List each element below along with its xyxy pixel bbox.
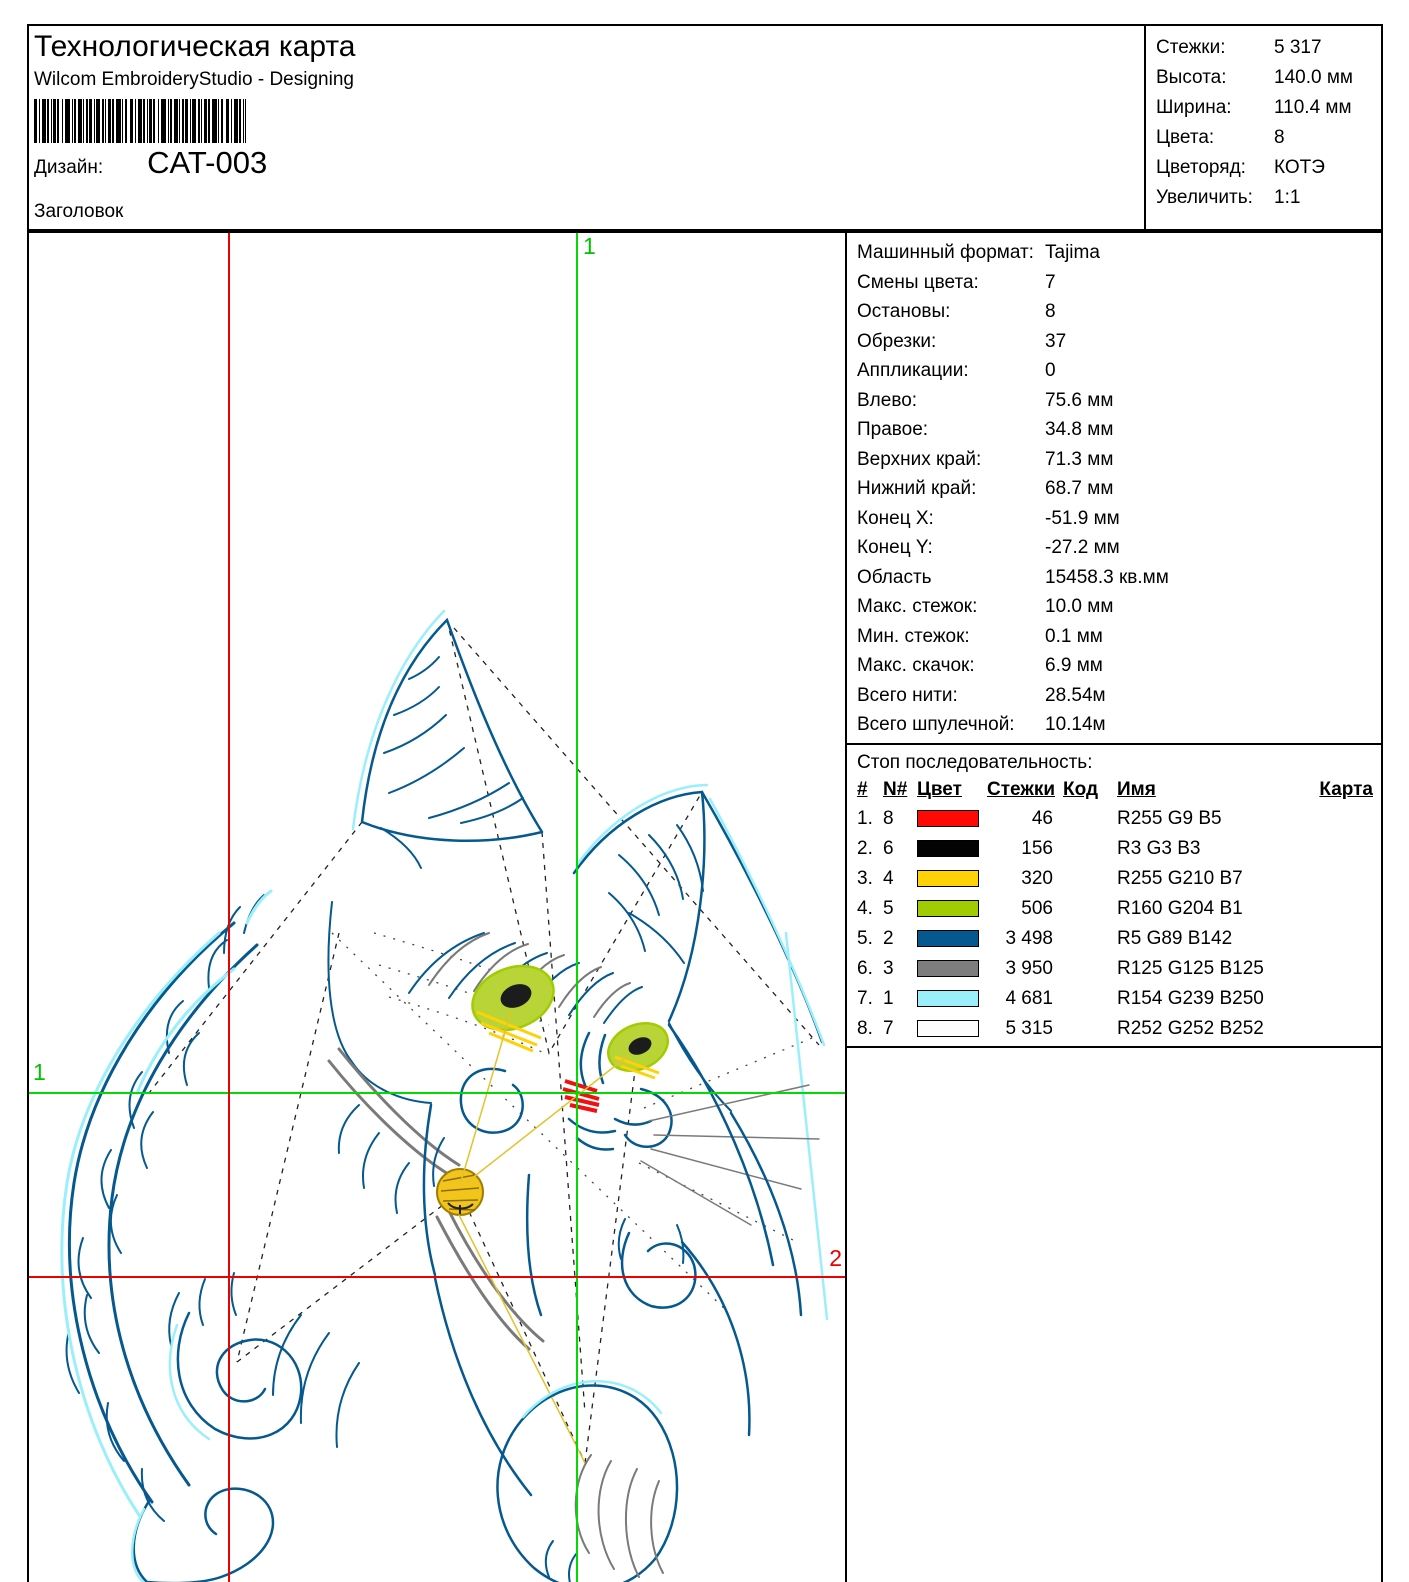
color-swatch [917, 960, 979, 977]
guide-green-horizontal [29, 1092, 847, 1094]
design-name: CAT-003 [147, 145, 268, 180]
stop-sequence-title: Стоп последовательность: [857, 752, 1093, 773]
machine-info-row: Макс. стежок: 10.0 мм [857, 596, 1114, 617]
machine-info-row: Мин. стежок: 0.1 мм [857, 625, 1103, 647]
machine-info-row: Конец X: -51.9 мм [857, 507, 1120, 529]
guide-green-vertical [576, 233, 578, 1582]
color-swatch [917, 900, 979, 917]
summary-row: Высота: 140.0 мм [1156, 67, 1353, 88]
color-swatch [917, 930, 979, 947]
machine-info-row: Всего шпулечной: 10.14м [857, 714, 1106, 735]
header [27, 24, 1146, 231]
color-swatch [917, 990, 979, 1007]
summary-row: Ширина: 110.4 мм [1156, 97, 1352, 118]
color-swatch [917, 1020, 979, 1037]
summary-row: Увеличить: 1:1 [1156, 187, 1301, 208]
page-title: Технологическая карта [34, 30, 356, 63]
guide-marker-1-left: 1 [33, 1059, 46, 1085]
color-swatch [917, 870, 979, 887]
barcode-image [34, 99, 246, 143]
machine-info-panel [845, 231, 1383, 745]
summary-row: Стежки: 5 317 [1156, 37, 1322, 58]
header-caption: Заголовок [34, 201, 124, 222]
embroidery-design-preview [29, 233, 847, 1582]
machine-info-row: Нижний край: 68.7 мм [857, 478, 1114, 499]
machine-info-row: Обрезки: 37 [857, 330, 1067, 352]
stop-row: 6. 3 3 950 R125 G125 B125 [857, 958, 1264, 979]
machine-info-row: Остановы: 8 [857, 301, 1056, 322]
summary-row: Цвета: 8 [1156, 127, 1285, 148]
color-swatch [917, 810, 979, 827]
guide-red-vertical [228, 233, 230, 1582]
machine-info-row: Конец Y: -27.2 мм [857, 537, 1120, 558]
stop-row: 7. 1 4 681 R154 G239 B250 [857, 988, 1264, 1009]
machine-info-row: Влево: 75.6 мм [857, 389, 1114, 411]
stop-row: 8. 7 5 315 R252 G252 B252 [857, 1018, 1264, 1039]
design-canvas [27, 231, 845, 1582]
stop-row: 3. 4 320 R255 G210 B7 [857, 868, 1243, 889]
machine-info-row: Макс. скачок: 6.9 мм [857, 655, 1103, 676]
machine-info-row: Смены цвета: 7 [857, 271, 1056, 293]
design-row [34, 145, 1144, 181]
color-swatch [917, 840, 979, 857]
stop-row: 2. 6 156 R3 G3 B3 [857, 838, 1201, 859]
design-summary [1146, 24, 1383, 231]
machine-info-row: Всего нити: 28.54м [857, 684, 1106, 706]
machine-info-row: Аппликации: 0 [857, 360, 1056, 381]
machine-info-row: Область 15458.3 кв.мм [857, 566, 1169, 588]
guide-red-horizontal [29, 1276, 847, 1278]
stop-row: 4. 5 506 R160 G204 B1 [857, 898, 1243, 919]
machine-info-row: Верхних край: 71.3 мм [857, 448, 1114, 470]
stop-sequence-panel [845, 745, 1383, 1048]
guide-marker-2-right: 2 [829, 1245, 842, 1271]
stop-row: 1. 8 46 R255 G9 B5 [857, 808, 1222, 829]
notes-area [845, 1048, 1383, 1582]
stop-table-header: # N# Цвет Стежки Код Имя Карта [857, 779, 1373, 800]
design-label: Дизайн: [34, 157, 104, 178]
summary-row: Цветоряд: КОТЭ [1156, 157, 1325, 178]
machine-info-row: Правое: 34.8 мм [857, 419, 1114, 440]
stop-row: 5. 2 3 498 R5 G89 B142 [857, 928, 1233, 949]
machine-info-row: Машинный формат: Tajima [857, 242, 1100, 263]
guide-marker-1-top: 1 [583, 233, 596, 259]
app-subtitle: Wilcom EmbroideryStudio - Designing [34, 69, 354, 90]
